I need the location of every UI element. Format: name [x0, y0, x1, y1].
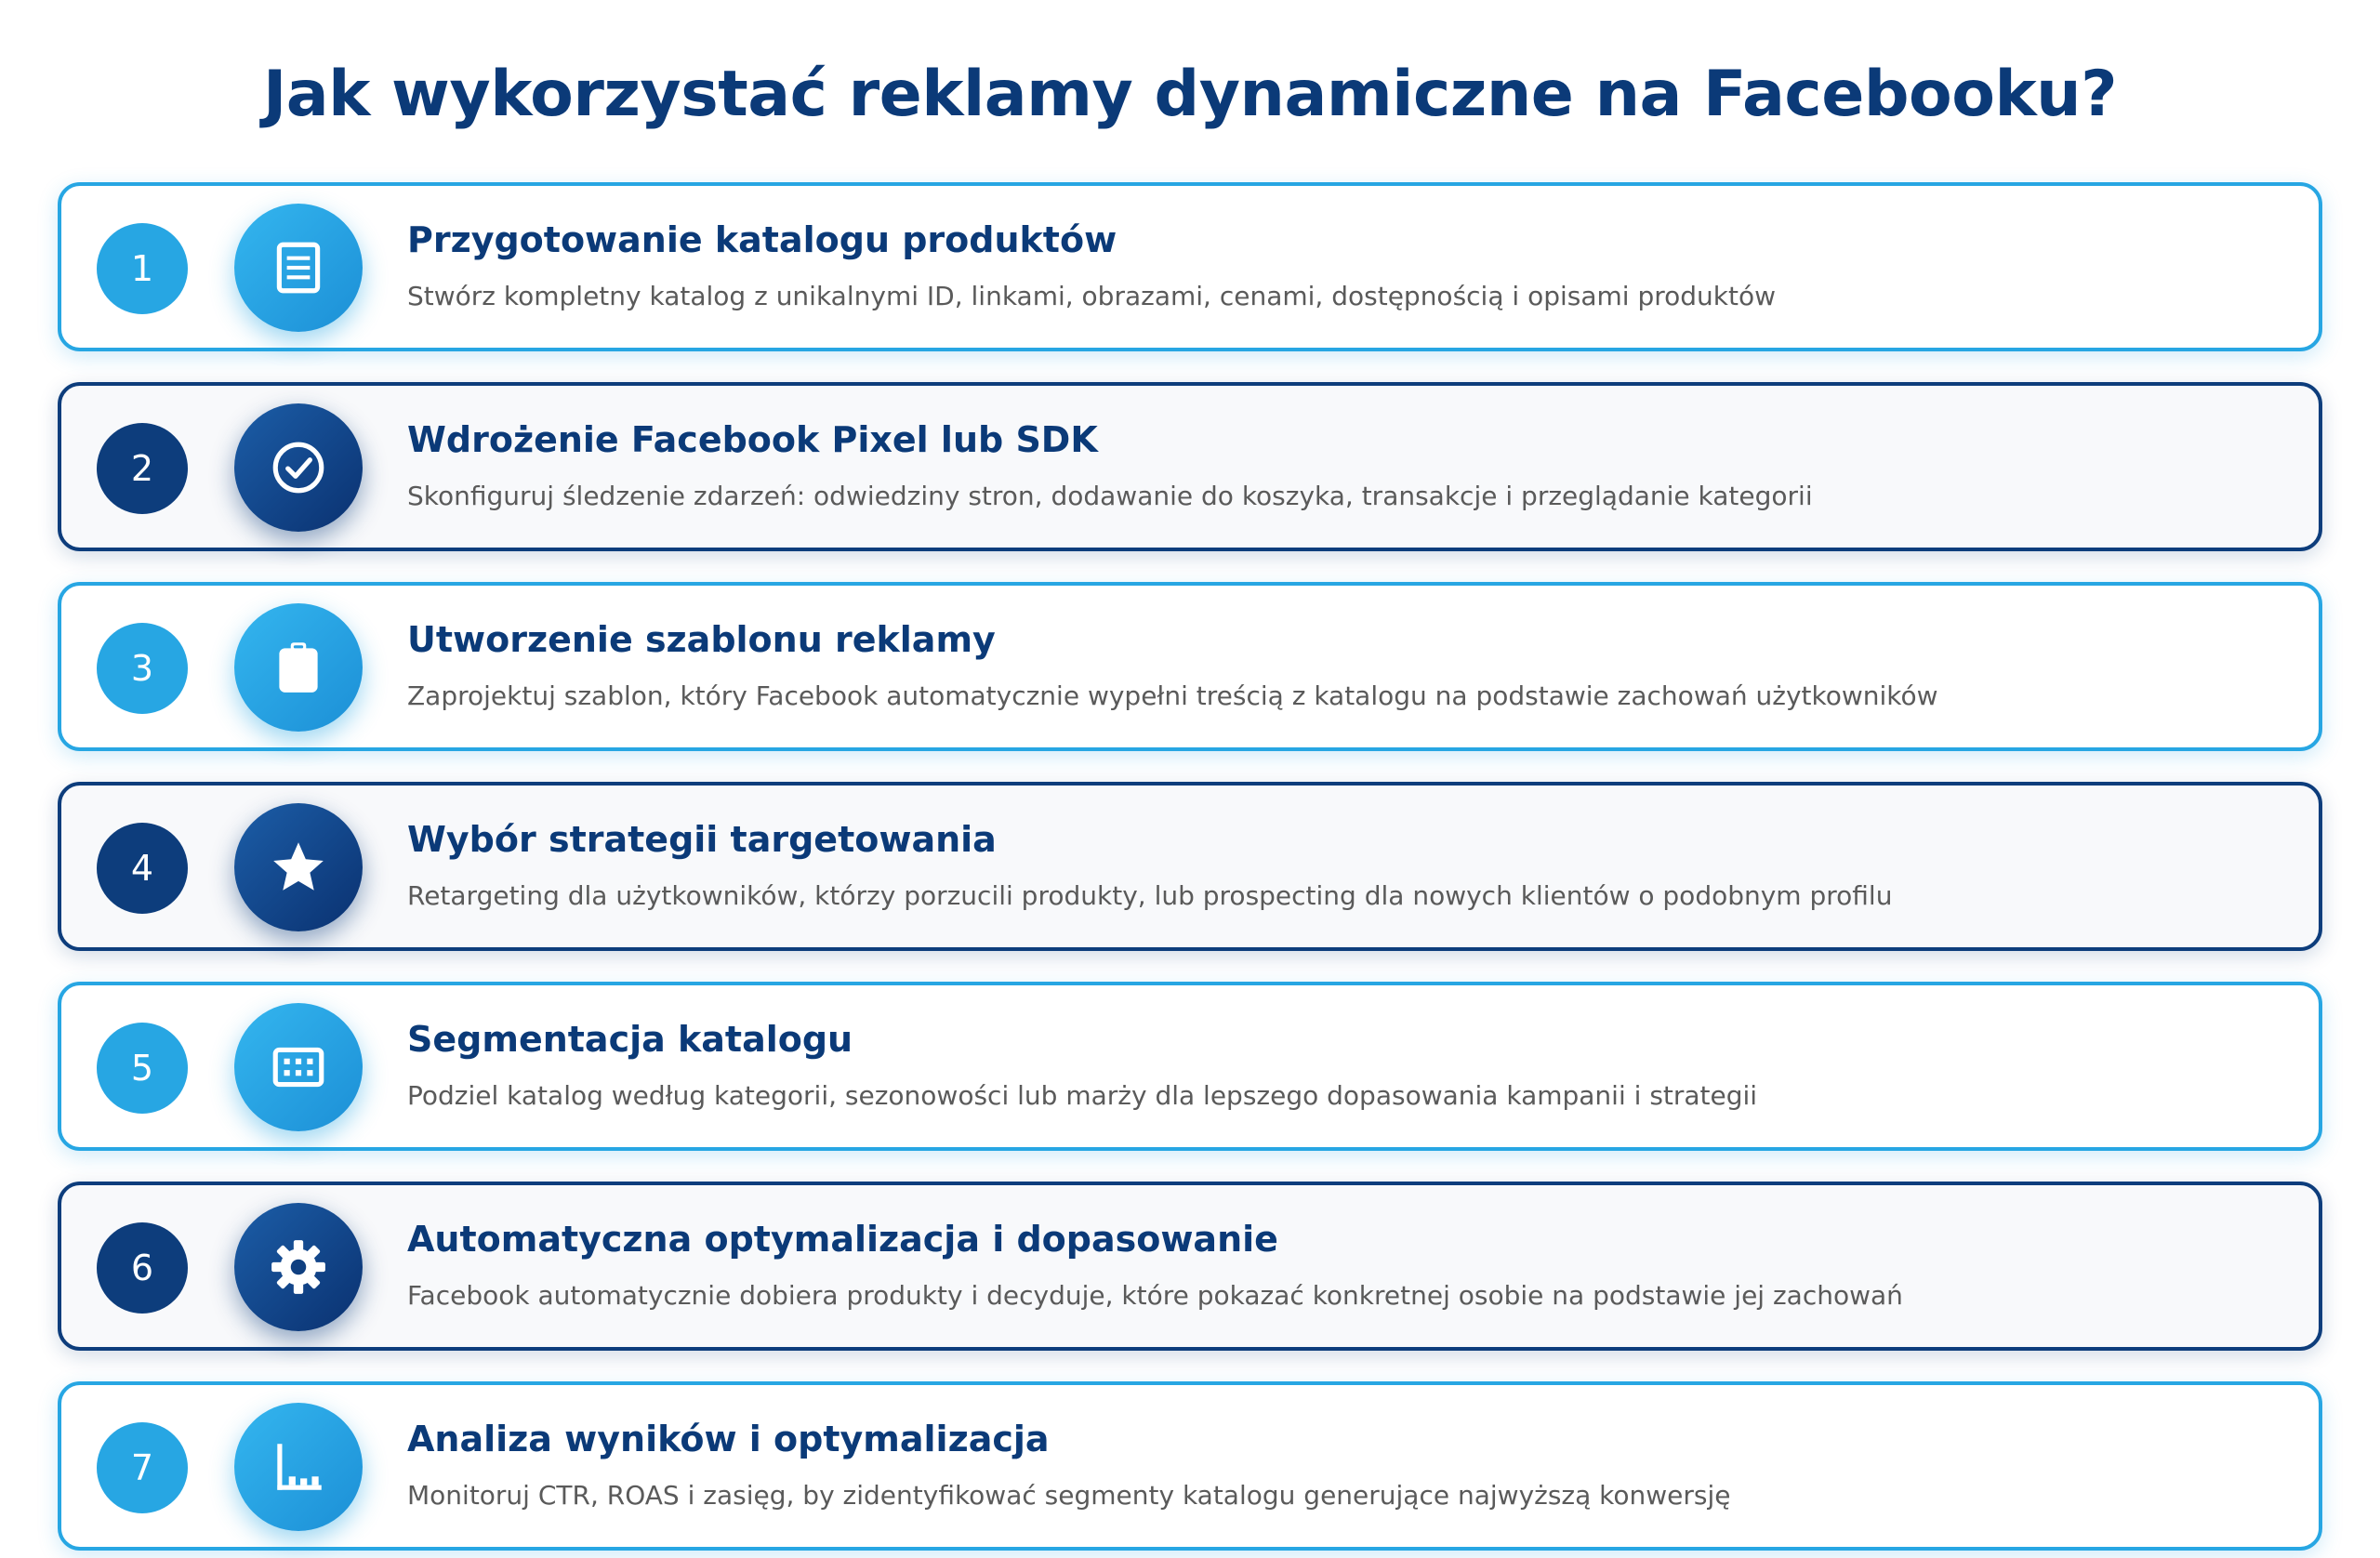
step-number-badge: 1 [97, 223, 188, 314]
step-number-badge: 3 [97, 623, 188, 714]
step-title: Wdrożenie Facebook Pixel lub SDK [407, 419, 1098, 460]
clipboard-icon [234, 603, 363, 732]
gear-icon [234, 1203, 363, 1331]
step-description: Facebook automatycznie dobiera produkty i decyduje, które pokazać konkretnej osobie na podstawie jej zachowań [407, 1280, 1903, 1311]
step-title: Wybór strategii targetowania [407, 819, 997, 860]
step-title: Utworzenie szablonu reklamy [407, 619, 996, 660]
step-title: Przygotowanie katalogu produktów [407, 219, 1117, 260]
step-number-badge: 4 [97, 823, 188, 914]
grid-icon [234, 1003, 363, 1131]
star-icon [234, 803, 363, 931]
step-description: Zaprojektuj szablon, który Facebook automatycznie wypełni treścią z katalogu na podstawie zachowań użytkowników [407, 680, 1938, 711]
bar-chart-icon [234, 1403, 363, 1531]
step-number-badge: 5 [97, 1023, 188, 1114]
step-card-2 [58, 382, 2322, 551]
step-title: Analiza wyników i optymalizacja [407, 1419, 1050, 1459]
list-document-icon [234, 204, 363, 332]
step-card-6 [58, 1182, 2322, 1351]
steps-list [58, 182, 2322, 1558]
step-number-badge: 6 [97, 1222, 188, 1314]
step-number-badge: 7 [97, 1422, 188, 1513]
check-circle-icon [234, 403, 363, 532]
step-card-1 [58, 182, 2322, 351]
step-number-badge: 2 [97, 423, 188, 514]
step-title: Segmentacja katalogu [407, 1019, 853, 1060]
step-card-4 [58, 782, 2322, 951]
step-description: Stwórz kompletny katalog z unikalnymi ID, linkami, obrazami, cenami, dostępnością i opisami produktów [407, 281, 1776, 311]
step-description: Skonfiguruj śledzenie zdarzeń: odwiedziny stron, dodawanie do koszyka, transakcje i przeglądanie kategorii [407, 481, 1813, 511]
step-description: Podziel katalog według kategorii, sezonowości lub marży dla lepszego dopasowania kampanii i strategii [407, 1080, 1758, 1111]
step-card-3 [58, 582, 2322, 751]
page-title: Jak wykorzystać reklamy dynamiczne na Facebooku? [262, 58, 2118, 131]
step-description: Monitoruj CTR, ROAS i zasięg, by zidentyfikować segmenty katalogu generujące najwyższą konwersję [407, 1480, 1731, 1511]
step-card-7 [58, 1381, 2322, 1551]
step-card-5 [58, 982, 2322, 1151]
step-title: Automatyczna optymalizacja i dopasowanie [407, 1219, 1278, 1260]
step-description: Retargeting dla użytkowników, którzy porzucili produkty, lub prospecting dla nowych klientów o podobnym profilu [407, 880, 1893, 911]
